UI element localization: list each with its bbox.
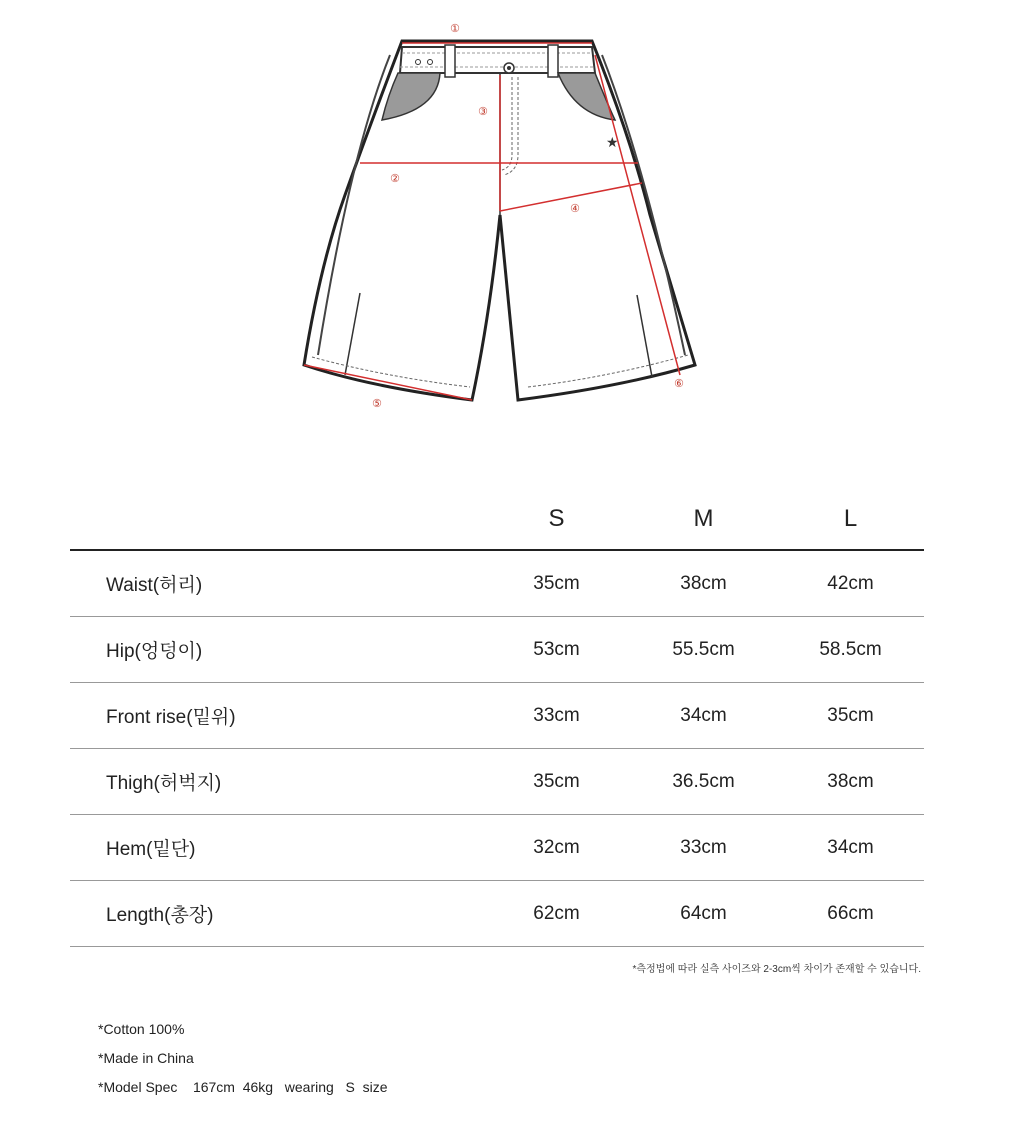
- row-label: Hem(밑단): [70, 815, 483, 881]
- size-m-value: 64cm: [630, 881, 777, 947]
- origin-spec: *Made in China: [98, 1050, 194, 1066]
- size-header-row: [70, 505, 924, 550]
- size-m-value: 36.5cm: [630, 749, 777, 815]
- table-row-hip: [70, 617, 924, 683]
- table-row-thigh: [70, 749, 924, 815]
- row-label: Hip(엉덩이): [70, 617, 483, 683]
- size-m-value: 34cm: [630, 683, 777, 749]
- size-m-value: 38cm: [630, 550, 777, 617]
- measurement-note: *측정법에 따라 실측 사이즈와 2-3cm씩 차이가 존재할 수 있습니다.: [632, 964, 921, 975]
- model-spec: *Model Spec 167cm 46kg wearing S size: [98, 1079, 388, 1095]
- size-table: [70, 505, 924, 947]
- size-m-value: 33cm: [630, 815, 777, 881]
- shorts-illustration: [290, 15, 710, 415]
- shorts-measurement-diagram: [290, 15, 710, 415]
- size-l-value: 66cm: [777, 881, 924, 947]
- size-m-value: 55.5cm: [630, 617, 777, 683]
- size-s-value: 62cm: [483, 881, 630, 947]
- table-row-waist: [70, 550, 924, 617]
- size-l-value: 42cm: [777, 550, 924, 617]
- table-row-front-rise: [70, 683, 924, 749]
- size-l-value: 34cm: [777, 815, 924, 881]
- row-label: Length(총장): [70, 881, 483, 947]
- svg-text:★: ★: [606, 135, 619, 151]
- material-spec: *Cotton 100%: [98, 1021, 185, 1037]
- size-l-header: L: [777, 505, 924, 550]
- marker-2: ②: [390, 172, 400, 185]
- size-l-value: 38cm: [777, 749, 924, 815]
- size-s-value: 35cm: [483, 550, 630, 617]
- product-specs: [98, 1015, 387, 1102]
- table-row-length: [70, 881, 924, 947]
- marker-3: ③: [478, 105, 488, 118]
- size-s-value: 33cm: [483, 683, 630, 749]
- size-s-value: 32cm: [483, 815, 630, 881]
- row-label: Thigh(허벅지): [70, 749, 483, 815]
- marker-1: ①: [450, 22, 460, 35]
- size-l-value: 35cm: [777, 683, 924, 749]
- marker-6: ⑥: [674, 377, 684, 390]
- table-row-hem: [70, 815, 924, 881]
- size-m-header: M: [630, 505, 777, 550]
- size-l-value: 58.5cm: [777, 617, 924, 683]
- row-label: Waist(허리): [70, 550, 483, 617]
- size-s-value: 35cm: [483, 749, 630, 815]
- label-column-header: [70, 505, 483, 550]
- marker-4: ④: [570, 202, 580, 215]
- size-s-header: S: [483, 505, 630, 550]
- size-s-value: 53cm: [483, 617, 630, 683]
- marker-5: ⑤: [372, 397, 382, 410]
- row-label: Front rise(밑위): [70, 683, 483, 749]
